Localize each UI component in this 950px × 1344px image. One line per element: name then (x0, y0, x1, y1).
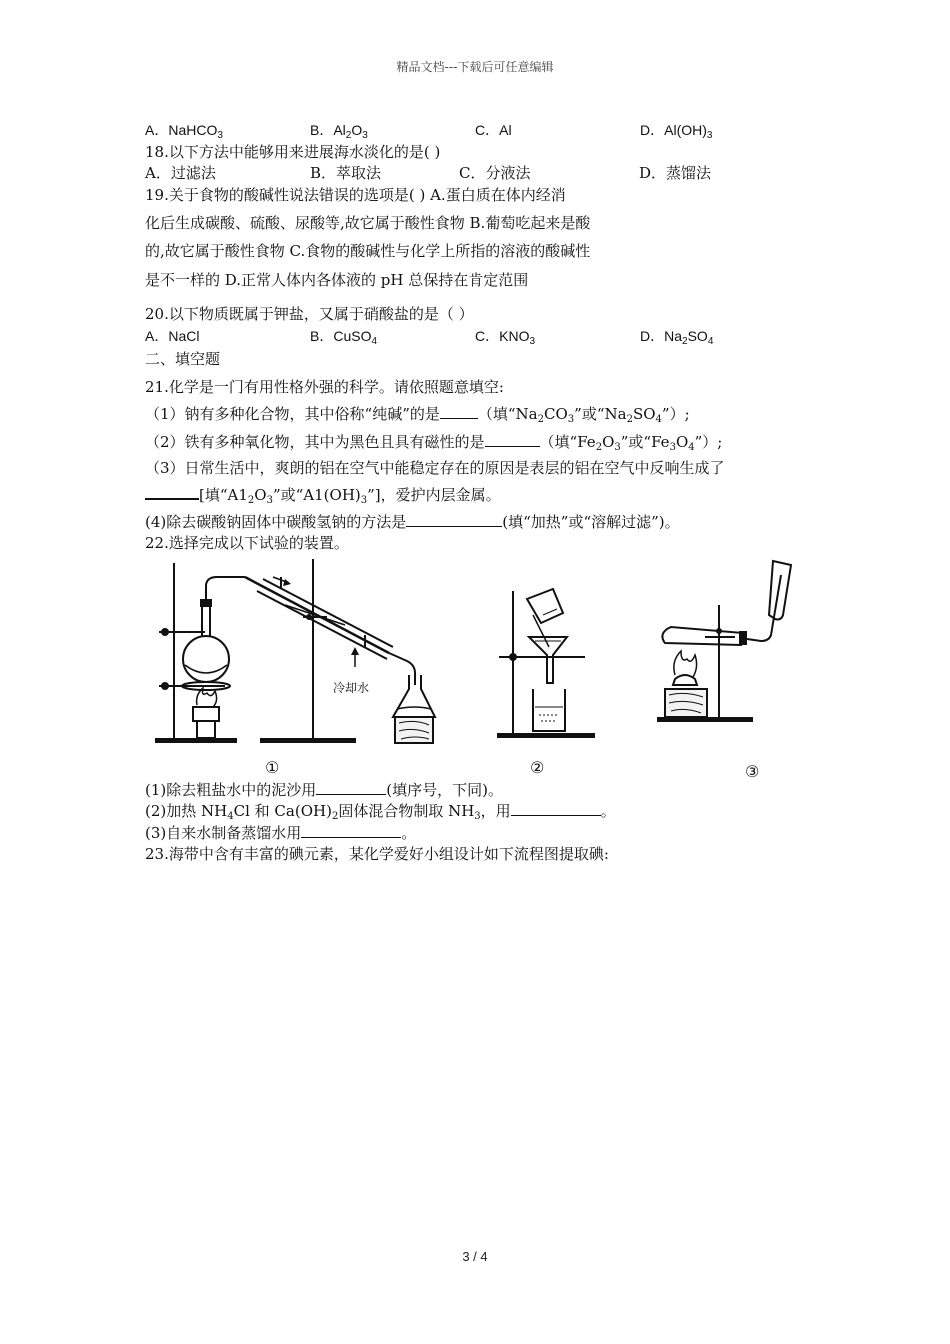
q18-option-c: C．分液法 (459, 164, 531, 182)
apparatus-svg (145, 555, 825, 785)
q17-option-a: A．NaHCO$_3$ (145, 122, 223, 141)
q21-part-3: （3）日常生活中，爽朗的铝在空气中能稳定存在的原因是表层的铝在空气中反响生成了 (145, 459, 725, 477)
cooling-water-label: 冷却水 (333, 681, 370, 695)
answer-blank[interactable] (145, 484, 199, 500)
q18-option-b: B．萃取法 (310, 164, 382, 182)
q18-option-d: D．蒸馏法 (639, 164, 712, 182)
section-heading: 二、填空题 (145, 350, 221, 368)
q18-option-a: A．过滤法 (145, 164, 216, 182)
answer-blank[interactable] (406, 512, 502, 527)
q20-option-b: B．CuSO$_4$ (310, 328, 378, 347)
apparatus-label-2: ② (530, 758, 545, 777)
q18-stem: 18.以下方法中能够用来进展海水淡化的是( ) (145, 143, 441, 161)
q22-part-3: (3)自来水制备蒸馏水用 。 (145, 824, 417, 842)
q22-part-1: (1)除去粗盐水中的泥沙用 (填序号，下同)。 (145, 781, 503, 799)
q22-part-2: (2)加热 $NH_4Cl$ 和 $Ca(OH)_2$固体混合物制取 $NH_3$，用 。 (145, 802, 616, 822)
q20-option-a: A．NaCl (145, 328, 200, 344)
page-number: 3 / 4 (462, 1249, 488, 1264)
q21-stem: 21.化学是一门有用性格外强的科学。请依照题意填空: (145, 378, 504, 396)
q19-line-2: 化后生成碳酸、硫酸、尿酸等,故它属于酸性食物 B.葡萄吃起来是酸 (145, 214, 591, 232)
apparatus-label-1: ① (265, 758, 280, 777)
q20-stem: 20.以下物质既属于钾盐，又属于硝酸盐的是（ ） (145, 305, 474, 323)
apparatus-diagram (145, 555, 825, 785)
q17-option-d: D．$Al(OH)_3$ (640, 122, 713, 141)
q21-part-1: （1）钠有多种化合物，其中俗称“纯碱”的是 （填“$Na_2CO_3$”或“$Na_2SO_4$”）; (145, 405, 690, 425)
q21-part-2: （2）铁有多种氧化物，其中为黑色且具有磁性的是 （填“$Fe_2O_3$”或“$Fe_3O_4$”）; (145, 433, 723, 453)
q21-part-3-cont: [填“$A1_2O_3$”或“$A1(OH)_3$”]，爱护内层金属。 (145, 484, 501, 505)
filtration-apparatus (497, 589, 595, 738)
q22-stem: 22.选择完成以下试验的装置。 (145, 534, 349, 552)
page-header: 精品文档---下载后可任意编辑 (396, 60, 554, 74)
answer-blank[interactable] (440, 404, 478, 419)
q19-line-3: 的,故它属于酸性食物 C.食物的酸碱性与化学上所指的溶液的酸碱性 (145, 242, 591, 260)
q19-line-1: 19.关于食物的酸碱性说法错误的选项是( ) A.蛋白质在体内经消 (145, 186, 566, 204)
apparatus-label-3: ③ (745, 762, 760, 781)
q19-line-4: 是不一样的 D.正常人体内各体液的 pH 总保持在肯定范围 (145, 271, 529, 289)
heating-apparatus (657, 561, 791, 722)
answer-blank[interactable] (485, 432, 540, 447)
q17-option-c: C．Al (475, 122, 512, 138)
answer-blank[interactable] (316, 780, 386, 795)
q23-stem: 23.海带中含有丰富的碘元素，某化学爱好小组设计如下流程图提取碘: (145, 845, 609, 863)
q17-option-b: B．$Al_2O_3$ (310, 122, 368, 141)
q20-option-c: C．$KNO_3$ (475, 328, 536, 347)
q21-part-4: (4)除去碳酸钠固体中碳酸氢钠的方法是 (填“加热”或“溶解过滤”)。 (145, 513, 680, 531)
answer-blank[interactable] (511, 801, 601, 816)
q20-option-d: D．$Na_2SO_4$ (640, 328, 714, 347)
distillation-apparatus (155, 559, 435, 743)
answer-blank[interactable] (301, 823, 401, 838)
